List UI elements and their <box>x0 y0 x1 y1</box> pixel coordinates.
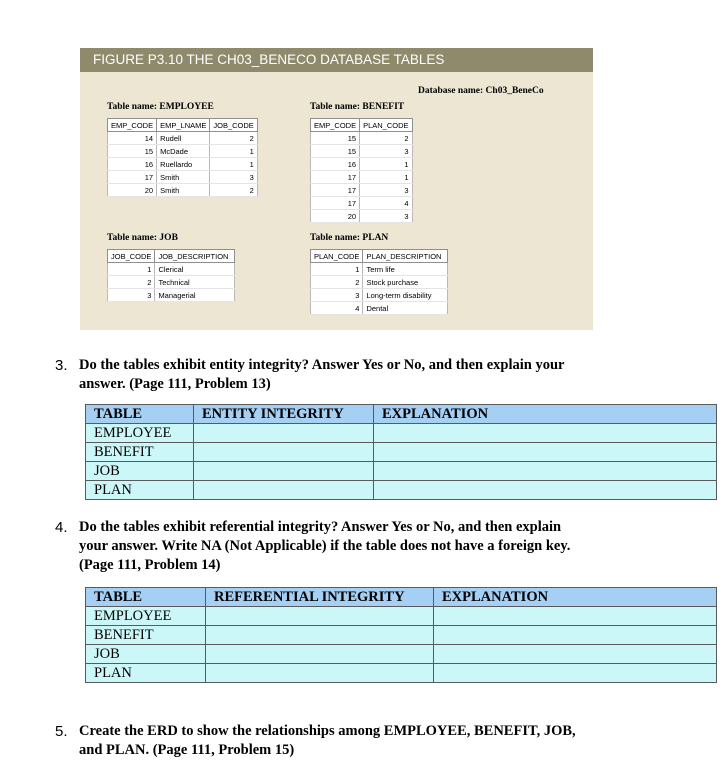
benefit-table <box>310 118 413 223</box>
table-cell: 1 <box>360 171 412 184</box>
column-header: REFERENTIAL INTEGRITY <box>206 588 434 607</box>
table-row <box>311 289 448 302</box>
table-cell: 1 <box>210 145 257 158</box>
table-cell: 2 <box>108 276 155 289</box>
table-cell: Term life <box>363 263 448 276</box>
question-text-line: your answer. Write NA (Not Applicable) if the table does not have a foreign key. <box>79 538 571 554</box>
entity-integrity-table <box>85 404 717 500</box>
table-cell: 2 <box>311 276 363 289</box>
table-row <box>311 276 448 289</box>
table-name-cell: EMPLOYEE <box>86 424 194 443</box>
table-row <box>311 263 448 276</box>
table-cell: 15 <box>108 145 157 158</box>
table-cell: 16 <box>108 158 157 171</box>
referential-integrity-answer-cell[interactable] <box>206 664 434 683</box>
table-row <box>86 607 717 626</box>
referential-integrity-table <box>85 587 717 683</box>
table-row <box>108 158 258 171</box>
table-cell: 3 <box>311 289 363 302</box>
table-row <box>86 626 717 645</box>
table-row <box>311 145 413 158</box>
entity-integrity-answer-cell[interactable] <box>194 424 374 443</box>
table-cell: 20 <box>108 184 157 197</box>
table-cell: 4 <box>360 197 412 210</box>
column-header: EMP_CODE <box>108 119 157 132</box>
question-text-line: Do the tables exhibit referential integrity? Answer Yes or No, and then explain <box>79 519 562 535</box>
table-row <box>108 145 258 158</box>
explanation-cell[interactable] <box>374 462 717 481</box>
column-header: TABLE <box>86 588 206 607</box>
benefit-table-name: Table name: BENEFIT <box>310 102 405 112</box>
figure-panel <box>80 48 593 330</box>
question-text-line: and PLAN. (Page 111, Problem 15) <box>79 742 295 758</box>
table-cell: 2 <box>210 132 257 145</box>
explanation-cell[interactable] <box>374 424 717 443</box>
table-cell: 17 <box>311 184 360 197</box>
table-cell: 1 <box>311 263 363 276</box>
plan-table-name: Table name: PLAN <box>310 233 389 243</box>
table-cell: 14 <box>108 132 157 145</box>
table-row <box>311 302 448 315</box>
table-cell: 15 <box>311 132 360 145</box>
column-header: TABLE <box>86 405 194 424</box>
table-cell: 1 <box>108 263 155 276</box>
table-cell: 20 <box>311 210 360 223</box>
table-row <box>311 210 413 223</box>
column-header: PLAN_CODE <box>360 119 412 132</box>
table-row <box>108 263 235 276</box>
table-cell: 15 <box>311 145 360 158</box>
table-cell: Smith <box>157 171 210 184</box>
table-row <box>311 171 413 184</box>
column-header: JOB_DESCRIPTION <box>155 250 235 263</box>
table-cell: 1 <box>360 158 412 171</box>
employee-table-name: Table name: EMPLOYEE <box>107 102 214 112</box>
table-row <box>108 276 235 289</box>
table-cell: Ruellardo <box>157 158 210 171</box>
table-cell: McDade <box>157 145 210 158</box>
entity-integrity-answer-cell[interactable] <box>194 481 374 500</box>
table-cell: 3 <box>360 184 412 197</box>
table-name-cell: JOB <box>86 462 194 481</box>
column-header: PLAN_CODE <box>311 250 363 263</box>
table-cell: Clerical <box>155 263 235 276</box>
table-name-cell: PLAN <box>86 664 206 683</box>
question-text-line: answer. (Page 111, Problem 13) <box>79 376 271 392</box>
table-row <box>311 158 413 171</box>
table-cell: 17 <box>311 171 360 184</box>
table-cell: 3 <box>210 171 257 184</box>
question-number: 3. <box>55 357 68 374</box>
question-text-line: Create the ERD to show the relationships among EMPLOYEE, BENEFIT, JOB, <box>79 723 576 739</box>
table-row <box>86 462 717 481</box>
plan-table <box>310 249 448 315</box>
explanation-cell[interactable] <box>434 607 717 626</box>
column-header: PLAN_DESCRIPTION <box>363 250 448 263</box>
referential-integrity-answer-cell[interactable] <box>206 607 434 626</box>
explanation-cell[interactable] <box>374 443 717 462</box>
explanation-cell[interactable] <box>434 626 717 645</box>
table-row <box>311 184 413 197</box>
table-cell: 1 <box>210 158 257 171</box>
table-row <box>86 481 717 500</box>
question-number: 5. <box>55 723 68 740</box>
table-row <box>86 664 717 683</box>
entity-integrity-answer-cell[interactable] <box>194 443 374 462</box>
entity-integrity-answer-cell[interactable] <box>194 462 374 481</box>
question-number: 4. <box>55 519 68 536</box>
referential-integrity-answer-cell[interactable] <box>206 645 434 664</box>
table-row <box>311 132 413 145</box>
table-cell: 16 <box>311 158 360 171</box>
job-table-name: Table name: JOB <box>107 233 178 243</box>
column-header: EMP_CODE <box>311 119 360 132</box>
column-header: EMP_LNAME <box>157 119 210 132</box>
explanation-cell[interactable] <box>434 645 717 664</box>
table-cell: 2 <box>360 132 412 145</box>
column-header: JOB_CODE <box>210 119 257 132</box>
question-text-line: Do the tables exhibit entity integrity? Answer Yes or No, and then explain your <box>79 357 565 373</box>
table-cell: Managerial <box>155 289 235 302</box>
table-cell: 4 <box>311 302 363 315</box>
table-row <box>311 197 413 210</box>
table-cell: Stock purchase <box>363 276 448 289</box>
table-cell: 17 <box>108 171 157 184</box>
table-cell: Rudell <box>157 132 210 145</box>
table-name-cell: BENEFIT <box>86 626 206 645</box>
table-name-cell: JOB <box>86 645 206 664</box>
job-table <box>107 249 235 302</box>
table-cell: 3 <box>108 289 155 302</box>
table-name-cell: BENEFIT <box>86 443 194 462</box>
employee-table <box>107 118 258 197</box>
explanation-cell[interactable] <box>434 664 717 683</box>
table-cell: Smith <box>157 184 210 197</box>
table-row <box>86 443 717 462</box>
database-name: Database name: Ch03_BeneCo <box>418 86 544 96</box>
table-row <box>86 424 717 443</box>
table-cell: Technical <box>155 276 235 289</box>
explanation-cell[interactable] <box>374 481 717 500</box>
column-header: JOB_CODE <box>108 250 155 263</box>
table-cell: 3 <box>360 210 412 223</box>
figure-title: FIGURE P3.10 THE CH03_BENECO DATABASE TABLES <box>80 48 593 72</box>
table-row <box>86 645 717 664</box>
question-text-line: (Page 111, Problem 14) <box>79 557 221 573</box>
table-row <box>108 184 258 197</box>
table-cell: Dental <box>363 302 448 315</box>
referential-integrity-answer-cell[interactable] <box>206 626 434 645</box>
table-cell: 17 <box>311 197 360 210</box>
column-header: EXPLANATION <box>434 588 717 607</box>
table-cell: Long-term disability <box>363 289 448 302</box>
table-cell: 3 <box>360 145 412 158</box>
table-name-cell: EMPLOYEE <box>86 607 206 626</box>
table-cell: 2 <box>210 184 257 197</box>
column-header: EXPLANATION <box>374 405 717 424</box>
table-row <box>108 289 235 302</box>
column-header: ENTITY INTEGRITY <box>194 405 374 424</box>
table-name-cell: PLAN <box>86 481 194 500</box>
table-row <box>108 171 258 184</box>
table-row <box>108 132 258 145</box>
